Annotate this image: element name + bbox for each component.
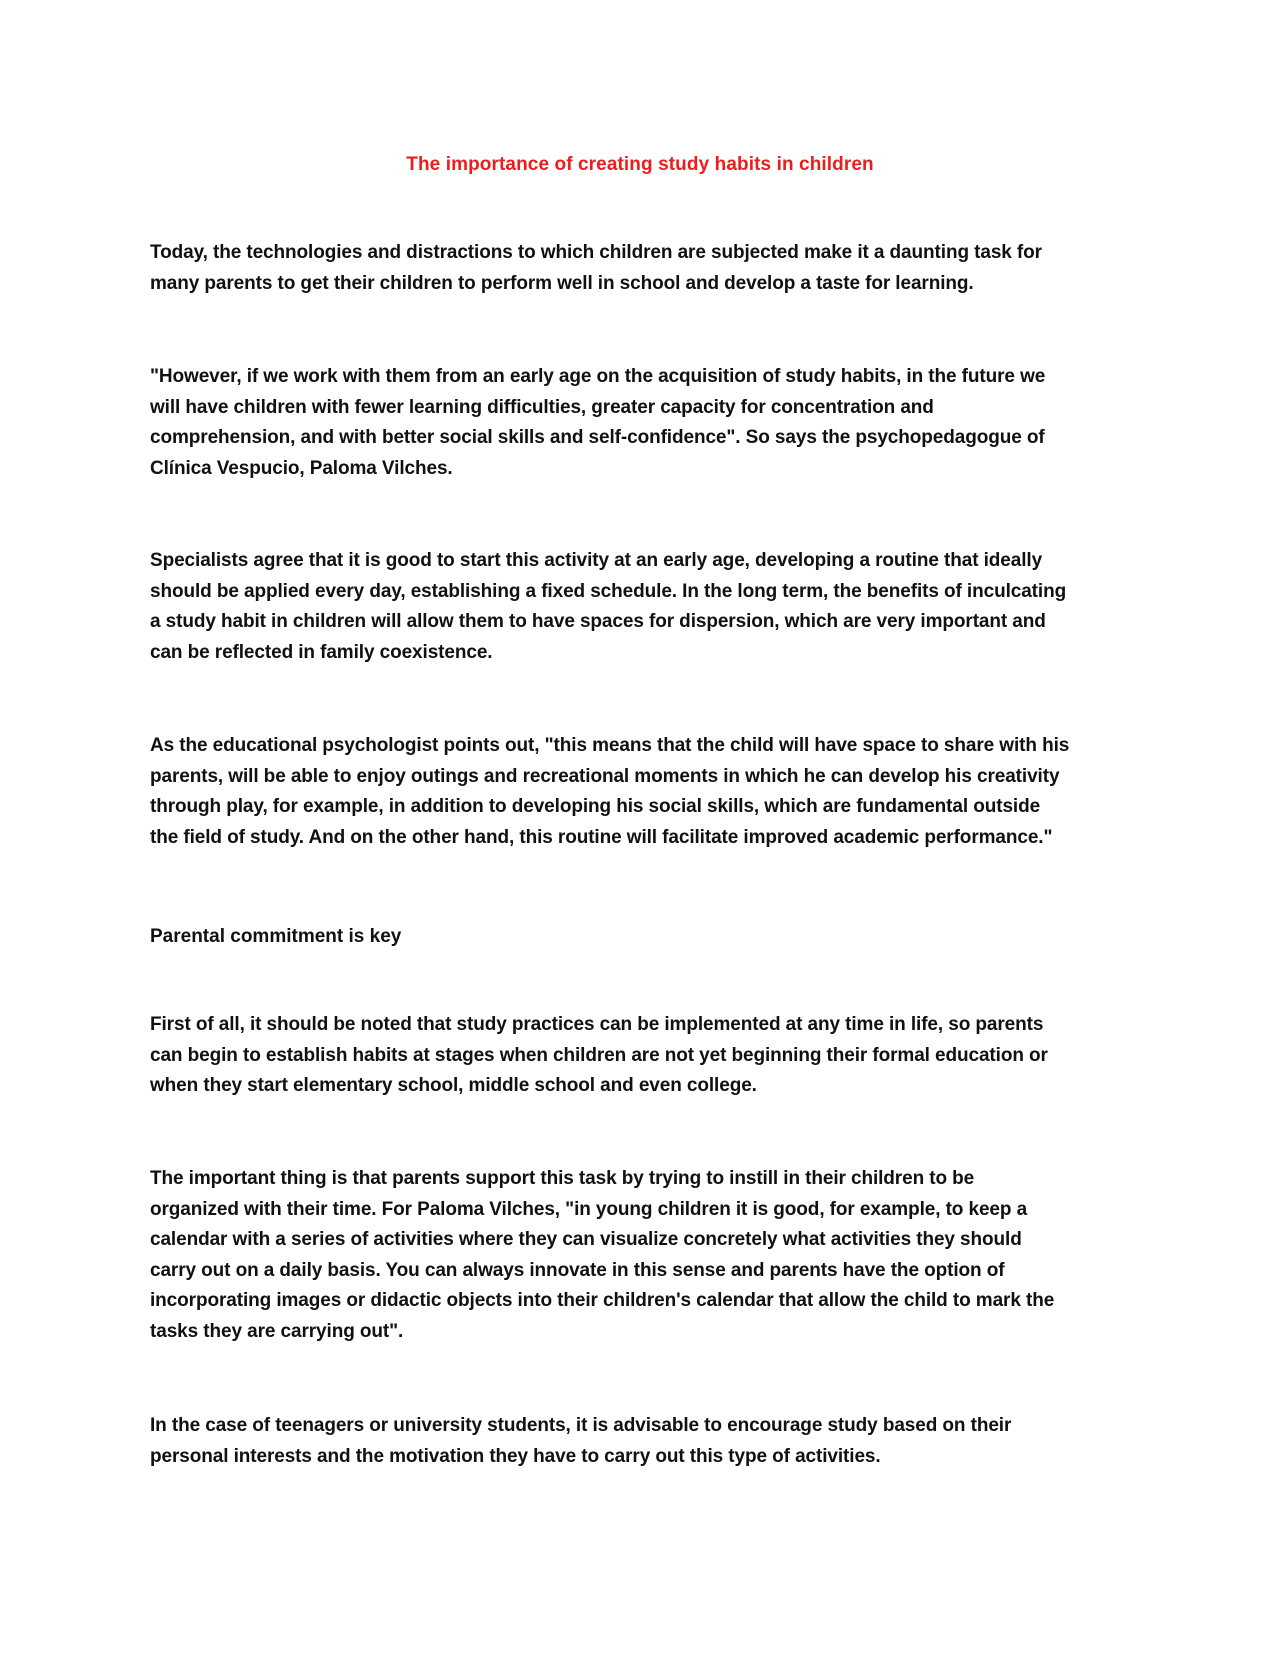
paragraph-line: tasks they are carrying out". (150, 1320, 404, 1342)
paragraph-line: will have children with fewer learning difficulties, greater capacity for concentration and (150, 396, 934, 418)
paragraph-line: carry out on a daily basis. You can always innovate in this sense and parents have the option of (150, 1259, 1005, 1281)
paragraph-line: when they start elementary school, middle school and even college. (150, 1075, 757, 1096)
paragraph-line: As the educational psychologist points out, "this means that the child will have space to share with his (150, 735, 1070, 756)
paragraph-line: Today, the technologies and distractions to which children are subjected make it a daunting task for (150, 242, 1042, 263)
paragraph-line: through play, for example, in addition to developing his social skills, which are fundamental outside (150, 796, 1041, 817)
paragraph-7 (150, 1411, 1150, 1472)
paragraph-line: a study habit in children will allow them to have spaces for dispersion, which are very important and (150, 611, 1046, 632)
paragraph-line: In the case of teenagers or university students, it is advisable to encourage study based on their (150, 1415, 1012, 1436)
paragraph-line: incorporating images or didactic objects into their children's calendar that allow the child to mark the (150, 1290, 1055, 1311)
paragraph-line: should be applied every day, establishing a fixed schedule. In the long term, the benefits of inculcating (150, 580, 1067, 602)
paragraph-line: calendar with a series of activities where they can visualize concretely what activities they should (150, 1229, 1022, 1250)
paragraph-line: personal interests and the motivation they have to carry out this type of activities. (150, 1445, 881, 1467)
paragraph-line: "However, if we work with them from an early age on the acquisition of study habits, in the future we (150, 366, 1046, 387)
paragraph-1 (150, 238, 1150, 299)
section-subheading: Parental commitment is key (150, 926, 402, 947)
paragraph-2 (150, 362, 1150, 484)
paragraph-line: organized with their time. For Paloma Vilches, "in young children it is good, for example, to keep a (150, 1198, 1028, 1220)
paragraph-line: First of all, it should be noted that study practices can be implemented at any time in life, so parents (150, 1014, 1044, 1035)
paragraph-line: parents, will be able to enjoy outings and recreational moments in which he can develop his creativity (150, 765, 1060, 787)
paragraph-3 (150, 546, 1150, 668)
paragraph-6 (150, 1164, 1150, 1347)
paragraph-line: Clínica Vespucio, Paloma Vilches. (150, 457, 453, 479)
paragraph-line: The important thing is that parents support this task by trying to instill in their children to be (150, 1168, 975, 1189)
paragraph-line: comprehension, and with better social skills and self-confidence". So says the psychopedagogue of (150, 427, 1045, 448)
paragraph-4 (150, 731, 1150, 853)
paragraph-line: can be reflected in family coexistence. (150, 641, 493, 663)
document-title: The importance of creating study habits in children (406, 154, 874, 175)
paragraph-5 (150, 1010, 1150, 1102)
paragraph-line: can begin to establish habits at stages when children are not yet beginning their formal education or (150, 1044, 1048, 1066)
paragraph-line: the field of study. And on the other hand, this routine will facilitate improved academic performance." (150, 826, 1053, 848)
paragraph-line: many parents to get their children to perform well in school and develop a taste for learning. (150, 272, 974, 294)
paragraph-line: Specialists agree that it is good to start this activity at an early age, developing a routine that ideally (150, 550, 1043, 571)
